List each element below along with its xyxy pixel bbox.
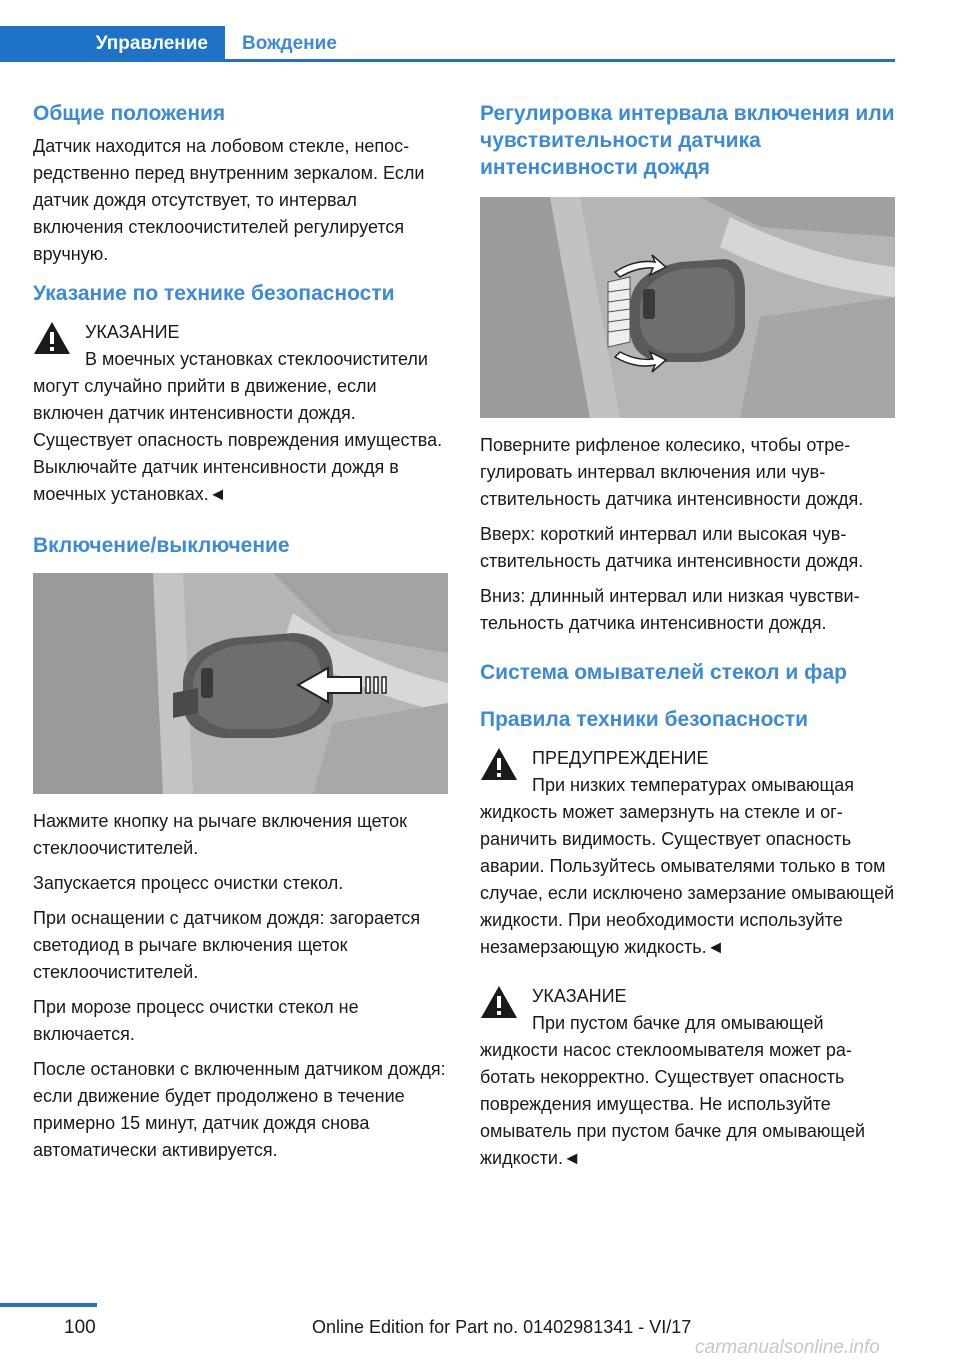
warning-block-3 [480,983,896,1172]
section-title-washer-system: Система омывателей стекол и фар [480,661,847,684]
warning-text: В моечных установках стеклоочистители могут случайно прийти в движение, если включен датчик интенсивности дождя. Существует опасность повреждения имущества. Выключайте датчик интенсивности дождя в моечных установках.◄ [33,349,443,504]
warning-triangle-icon [480,985,518,1019]
warning-label: ПРЕДУПРЕЖДЕНИЕ [532,748,709,768]
tab-upravlenie[interactable]: Управление [0,26,225,62]
paragraph-down: Вниз: длинный интервал или низкая чувствительность датчика интенсивности дождя. [480,586,860,633]
paragraph-general: Датчик находится на лобовом стекле, непосредственно перед внутренним зеркалом. Если датчик дождя отсутствует, то интервал включения стеклоочистителей регулируется вручную. [33,136,425,264]
paragraph-press-button: Нажмите кнопку на рычаге включения щеток стеклоочистителей. [33,811,407,858]
paragraph-turn-wheel: Поверните рифленое колесико, чтобы отрегулировать интервал включения или чувствительность датчика интенсивности дождя. [480,435,864,509]
section-title-onoff: Включение/выключение [33,534,290,557]
paragraph-auto-reactivate: После остановки с включенным датчиком дождя: если движение будет продолжено в течение примерно 15 минут, датчик дождя снова автоматически активируется. [33,1059,446,1160]
warning-label: УКАЗАНИЕ [85,322,180,342]
header-divider [225,59,895,62]
section-title-safety: Указание по технике безопасности [33,282,395,305]
warning-block-2 [480,745,896,961]
watermark: carmanualsonline.info [695,1337,880,1358]
page-header [0,26,895,62]
section-title-safety-rules: Правила техники безопасности [480,708,809,731]
edition-info: Online Edition for Part no. 01402981341 - VI/17 [312,1317,692,1337]
paragraph-up: Вверх: короткий интервал или высокая чувствительность датчика интенсивности дождя. [480,524,864,571]
wiper-button-image [33,573,448,794]
warning-text: При пустом бачке для омывающей жидкости насос стеклоомывателя может работать некорректно. Существует опасность повреждения имущества. Не используйте омыватель при пустом бачке для омывающей жидкости.◄ [480,1013,866,1168]
right-column [480,100,896,1180]
section-title-interval: Регулировка интервала включения или чувствительности датчика интенсивности дождя [480,102,895,179]
left-column [33,100,449,1172]
warning-text: При низких температурах омывающая жидкость может замерзнуть на стекле и ограничить видимость. Существует опасность аварии. Пользуйтесь омывателями только в том случае, если исключено замерзание омывающей жидкости. При необходимости используйте незамерзающую жидкость.◄ [480,775,895,957]
warning-block-1 [33,319,449,508]
wiper-wheel-image [480,197,895,418]
paragraph-cleaning-starts: Запускается процесс очистки стекол. [33,873,344,893]
warning-label: УКАЗАНИЕ [532,986,627,1006]
section-title-general: Общие положения [33,102,226,125]
warning-triangle-icon [33,321,71,355]
warning-triangle-icon [480,747,518,781]
paragraph-rain-sensor-led: При оснащении с датчиком дождя: загорается светодиод в рычаге включения щеток стеклоочистителей. [33,908,421,982]
tab-vozhdenie[interactable]: Вождение [242,33,337,54]
page-number: 100 [64,1317,96,1338]
paragraph-frost: При морозе процесс очистки стекол не включается. [33,997,359,1044]
footer-divider [0,1303,97,1307]
